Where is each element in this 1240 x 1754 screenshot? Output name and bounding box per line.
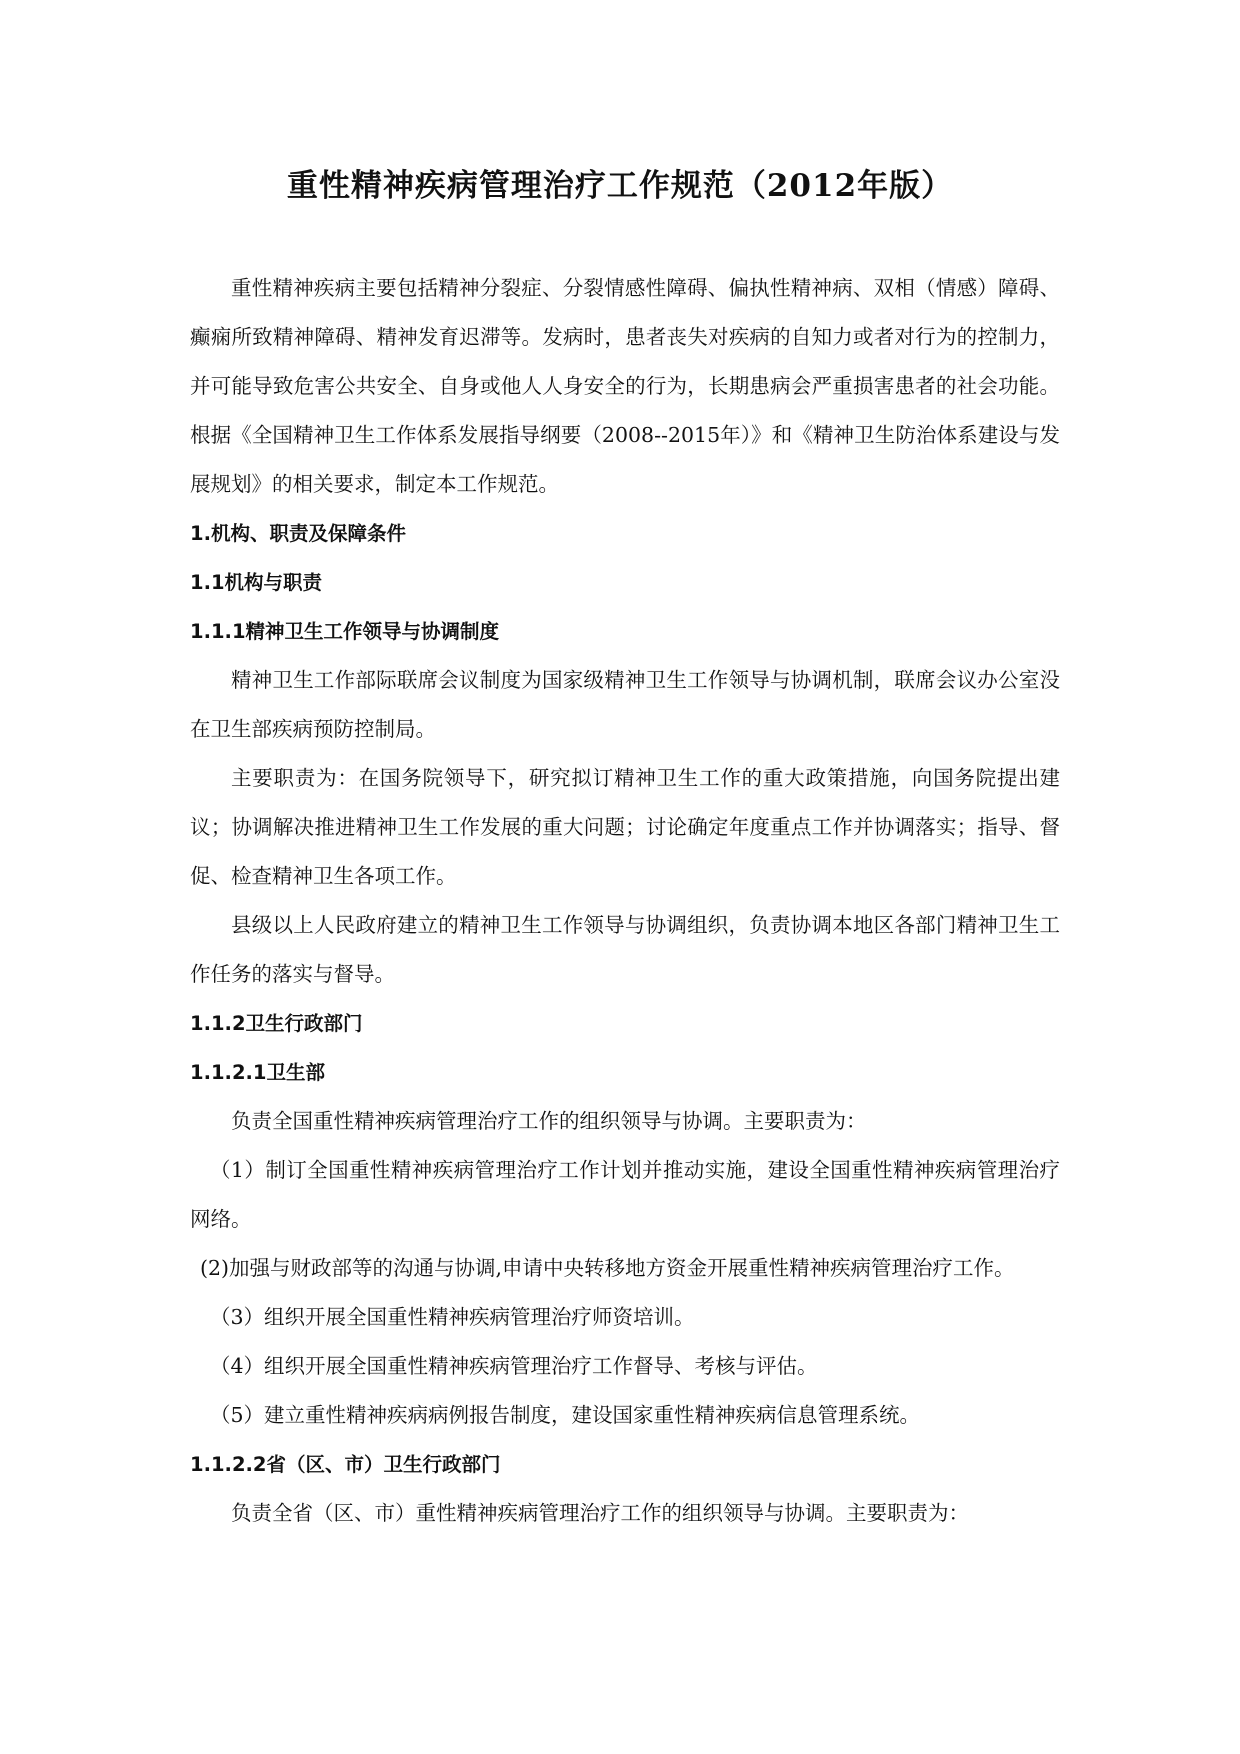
document-title: 重性精神疾病管理治疗工作规范（2012年版） bbox=[286, 168, 954, 204]
main-duties-paragraph: 主要职责为：在国务院领导下，研究拟订精神卫生工作的重大政策措施，向国务院提出建议；协调解决推进精神卫生工作发展的重大问题；讨论确定年度重点工作并协调落实；指导、督促、检查精神卫生各项工作。 bbox=[190, 766, 1060, 888]
moh-duty-item: （1）制订全国重性精神疾病管理治疗工作计划并推动实施，建设全国重性精神疾病管理治疗网络。 bbox=[190, 1158, 1060, 1231]
joint-meeting-paragraph: 精神卫生工作部际联席会议制度为国家级精神卫生工作领导与协调机制，联席会议办公室没在卫生部疾病预防控制局。 bbox=[190, 668, 1060, 741]
section-1-1-1-heading: 1.1.1精神卫生工作领导与协调制度 bbox=[190, 620, 500, 643]
moh-duty-item: (2)加强与财政部等的沟通与协调,申请中央转移地方资金开展重性精神疾病管理治疗工作。 bbox=[200, 1256, 1015, 1280]
document-body bbox=[190, 264, 1060, 1538]
moh-duty-item: （5）建立重性精神疾病病例报告制度，建设国家重性精神疾病信息管理系统。 bbox=[210, 1403, 921, 1427]
intro-paragraph: 重性精神疾病主要包括精神分裂症、分裂情感性障碍、偏执性精神病、双相（情感）障碍、癫痫所致精神障碍、精神发育迟滞等。发病时，患者丧失对疾病的自知力或者对行为的控制力，并可能导致危害公共安全、自身或他人人身安全的行为，长期患病会严重损害患者的社会功能。根据《全国精神卫生工作体系发展指导纲要（2008--2015年）》和《精神卫生防治体系建设与发展规划》的相关要求，制定本工作规范。 bbox=[190, 276, 1060, 496]
section-1-heading: 1.机构、职责及保障条件 bbox=[190, 522, 406, 545]
moh-intro-paragraph: 负责全国重性精神疾病管理治疗工作的组织领导与协调。主要职责为： bbox=[231, 1109, 867, 1133]
province-intro-paragraph: 负责全省（区、市）重性精神疾病管理治疗工作的组织领导与协调。主要职责为： bbox=[231, 1501, 969, 1525]
county-level-paragraph: 县级以上人民政府建立的精神卫生工作领导与协调组织，负责协调本地区各部门精神卫生工作任务的落实与督导。 bbox=[190, 913, 1060, 986]
section-1-1-2-heading: 1.1.2卫生行政部门 bbox=[190, 1012, 363, 1035]
section-1-1-2-2-heading: 1.1.2.2省（区、市）卫生行政部门 bbox=[190, 1453, 501, 1476]
moh-duty-item: （4）组织开展全国重性精神疾病管理治疗工作督导、考核与评估。 bbox=[210, 1354, 818, 1378]
section-1-1-2-1-heading: 1.1.2.1卫生部 bbox=[190, 1061, 325, 1084]
moh-duty-item: （3）组织开展全国重性精神疾病管理治疗师资培训。 bbox=[210, 1305, 695, 1329]
section-1-1-heading: 1.1机构与职责 bbox=[190, 571, 323, 594]
